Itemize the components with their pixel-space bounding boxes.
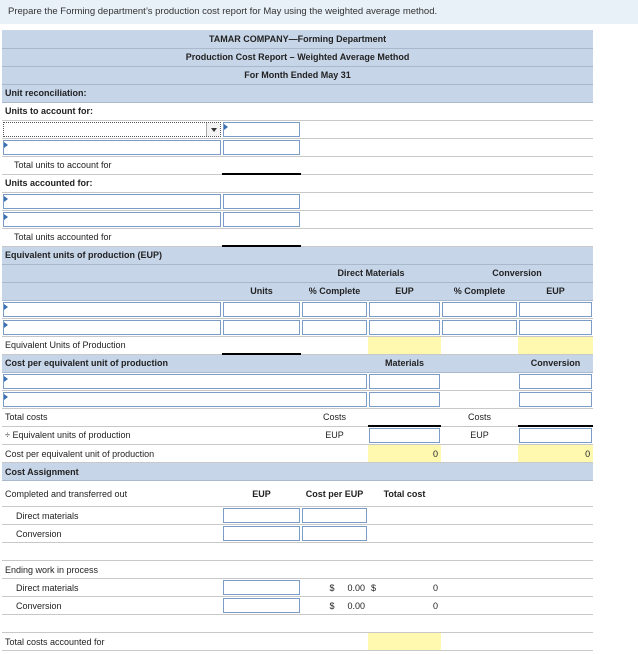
input-marker-icon xyxy=(4,394,8,400)
ending-conv-row xyxy=(2,597,593,615)
total-costs-row xyxy=(2,408,593,426)
units-to-account-row-1 xyxy=(2,120,593,138)
conv-cost-per-eup: 0 xyxy=(518,445,593,463)
cost-per-eup-section-label: Cost per equivalent unit of production xyxy=(2,354,368,372)
cost-row-1-label-input[interactable] xyxy=(3,374,367,389)
units-accounted-row-2 xyxy=(2,210,593,228)
eup-row-1 xyxy=(2,300,593,318)
eup-total-row xyxy=(2,336,593,354)
cost-row-1 xyxy=(2,372,593,390)
cost-row-1-conversion-input[interactable] xyxy=(519,374,592,389)
cost-per-eup-row xyxy=(2,445,593,463)
eup-head: EUP xyxy=(222,481,301,507)
units-to-account-row-2 xyxy=(2,138,593,156)
spacer-row xyxy=(2,543,593,561)
units-accounted-label-input-1[interactable] xyxy=(3,194,221,209)
report-table xyxy=(2,30,593,651)
total-units-accounted-row xyxy=(2,228,593,246)
units-input-1[interactable] xyxy=(223,122,300,137)
instruction-banner xyxy=(0,0,638,24)
total-costs-accounted-row xyxy=(2,633,593,651)
dm-divide-eup-input[interactable] xyxy=(369,428,440,443)
completed-dm-label: Direct materials xyxy=(2,507,222,525)
units-col-label: Units xyxy=(222,282,301,300)
ending-dm-total-dollar: $ xyxy=(371,582,377,593)
total-cost-head: Total cost xyxy=(368,481,441,507)
eup-section-label: Equivalent units of production (EUP) xyxy=(2,246,593,264)
eup-row-2-units-input[interactable] xyxy=(223,320,300,335)
cost-row-1-materials-input[interactable] xyxy=(369,374,440,389)
completed-transferred-label: Completed and transferred out xyxy=(2,481,222,507)
units-to-account-select[interactable] xyxy=(3,122,221,137)
ending-conv-total: 0 xyxy=(368,597,441,615)
input-marker-icon xyxy=(4,142,8,148)
total-units-to-account-label: Total units to account for xyxy=(2,156,222,174)
units-to-account-label-input-2[interactable] xyxy=(3,140,221,155)
units-input-2[interactable] xyxy=(223,140,300,155)
completed-dm-row xyxy=(2,507,593,525)
eup-total-units xyxy=(222,336,301,354)
cost-row-2 xyxy=(2,390,593,408)
dm-total-costs xyxy=(368,408,441,426)
ending-conv-rate-dollar: $ xyxy=(329,600,335,611)
input-marker-icon xyxy=(4,214,8,220)
cost-row-2-conversion-input[interactable] xyxy=(519,392,592,407)
units-accounted-label: Units accounted for: xyxy=(2,174,222,192)
report-title: Production Cost Report – Weighted Average Method xyxy=(2,48,593,66)
eup-row-2-conv-eup-input[interactable] xyxy=(519,320,592,335)
cost-per-eup-section-row xyxy=(2,354,593,372)
completed-conv-row xyxy=(2,525,593,543)
header-company-row xyxy=(2,30,593,48)
cost-per-eup-head: Cost per EUP xyxy=(301,481,368,507)
dm-costs-caption: Costs xyxy=(301,408,368,426)
input-marker-icon xyxy=(4,196,8,202)
eup-row-2-label-input[interactable] xyxy=(3,320,221,335)
conv-eup-caption: EUP xyxy=(441,426,518,445)
header-report-row xyxy=(2,48,593,66)
dm-eup-total xyxy=(368,336,441,354)
completed-dm-eup-input[interactable] xyxy=(223,508,300,523)
units-accounted-row-1 xyxy=(2,192,593,210)
input-marker-icon xyxy=(4,322,8,328)
eup-row-1-dm-pct-input[interactable] xyxy=(302,302,367,317)
conv-eup-label: EUP xyxy=(518,282,593,300)
ending-wip-label: Ending work in process xyxy=(2,561,222,579)
completed-conv-eup-input[interactable] xyxy=(223,526,300,541)
input-marker-icon xyxy=(4,376,8,382)
divide-eup-label: ÷ Equivalent units of production xyxy=(2,426,222,445)
mat-cost-per-eup: 0 xyxy=(368,445,441,463)
conv-costs-caption: Costs xyxy=(441,408,518,426)
conv-divide-eup-input[interactable] xyxy=(519,428,592,443)
dm-pct-complete-label: % Complete xyxy=(301,282,368,300)
ending-conv-label: Conversion xyxy=(2,597,222,615)
units-to-account-label: Units to account for: xyxy=(2,102,222,120)
conv-eup-total xyxy=(518,336,593,354)
cost-assignment-row xyxy=(2,463,593,481)
eup-section-row xyxy=(2,246,593,264)
cost-assignment-label: Cost Assignment xyxy=(2,463,593,481)
cost-row-2-label-input[interactable] xyxy=(3,392,367,407)
completed-dm-rate-input[interactable] xyxy=(302,508,367,523)
eup-row-1-label-input[interactable] xyxy=(3,302,221,317)
ending-conv-rate: 0.00 xyxy=(347,600,365,611)
instruction-text: Prepare the Forming department’s production cost report for May using the weighted average method. xyxy=(8,6,438,17)
units-accounted-input-1[interactable] xyxy=(223,194,300,209)
ending-dm-label: Direct materials xyxy=(2,579,222,597)
units-accounted-label-input-2[interactable] xyxy=(3,212,221,227)
units-accounted-header xyxy=(2,174,593,192)
unit-reconciliation-label: Unit reconciliation: xyxy=(2,84,593,102)
total-units-to-account-value xyxy=(222,156,301,174)
ending-conv-eup-input[interactable] xyxy=(223,598,300,613)
eup-row-1-conv-eup-input[interactable] xyxy=(519,302,592,317)
total-costs-accounted-label: Total costs accounted for xyxy=(2,633,222,651)
production-cost-report xyxy=(2,30,593,651)
unit-reconciliation-row xyxy=(2,84,593,102)
eup-group-header xyxy=(2,264,593,282)
completed-transferred-row xyxy=(2,481,593,507)
completed-conv-rate-input[interactable] xyxy=(302,526,367,541)
eup-row-1-units-input[interactable] xyxy=(223,302,300,317)
conv-pct-complete-label: % Complete xyxy=(441,282,518,300)
direct-materials-group-label: Direct Materials xyxy=(301,264,441,282)
ending-dm-rate-dollar: $ xyxy=(329,582,335,593)
chevron-down-icon[interactable] xyxy=(206,123,220,136)
spacer-row-2 xyxy=(2,615,593,633)
cost-row-2-materials-input[interactable] xyxy=(369,392,440,407)
total-costs-label: Total costs xyxy=(2,408,222,426)
ending-dm-eup-input[interactable] xyxy=(223,580,300,595)
completed-conv-label: Conversion xyxy=(2,525,222,543)
total-costs-accounted-value xyxy=(368,633,441,651)
input-marker-icon xyxy=(224,124,228,130)
ending-dm-total: 0 xyxy=(432,582,438,593)
conv-total-costs xyxy=(518,408,593,426)
report-period: For Month Ended May 31 xyxy=(2,66,593,84)
units-to-account-header xyxy=(2,102,593,120)
dm-eup-label: EUP xyxy=(368,282,441,300)
eup-column-header xyxy=(2,282,593,300)
company-title: TAMAR COMPANY—Forming Department xyxy=(2,30,593,48)
eup-row-1-conv-pct-input[interactable] xyxy=(442,302,517,317)
eup-row-1-dm-eup-input[interactable] xyxy=(369,302,440,317)
conversion-col-label: Conversion xyxy=(518,354,593,372)
ending-dm-row xyxy=(2,579,593,597)
ending-wip-row xyxy=(2,561,593,579)
dm-eup-caption: EUP xyxy=(301,426,368,445)
input-marker-icon xyxy=(4,304,8,310)
header-period-row xyxy=(2,66,593,84)
equivalent-units-label: Equivalent Units of Production xyxy=(2,336,222,354)
divide-eup-row xyxy=(2,426,593,445)
total-units-to-account-row xyxy=(2,156,593,174)
eup-row-2 xyxy=(2,318,593,336)
materials-col-label: Materials xyxy=(368,354,441,372)
cost-per-eup-label: Cost per equivalent unit of production xyxy=(2,445,222,463)
eup-row-2-dm-pct-input[interactable] xyxy=(302,320,367,335)
units-accounted-input-2[interactable] xyxy=(223,212,300,227)
eup-row-2-conv-pct-input[interactable] xyxy=(442,320,517,335)
conversion-group-label: Conversion xyxy=(441,264,593,282)
ending-dm-rate: 0.00 xyxy=(347,582,365,593)
total-units-accounted-label: Total units accounted for xyxy=(2,228,222,246)
total-units-accounted-value xyxy=(222,228,301,246)
eup-row-2-dm-eup-input[interactable] xyxy=(369,320,440,335)
